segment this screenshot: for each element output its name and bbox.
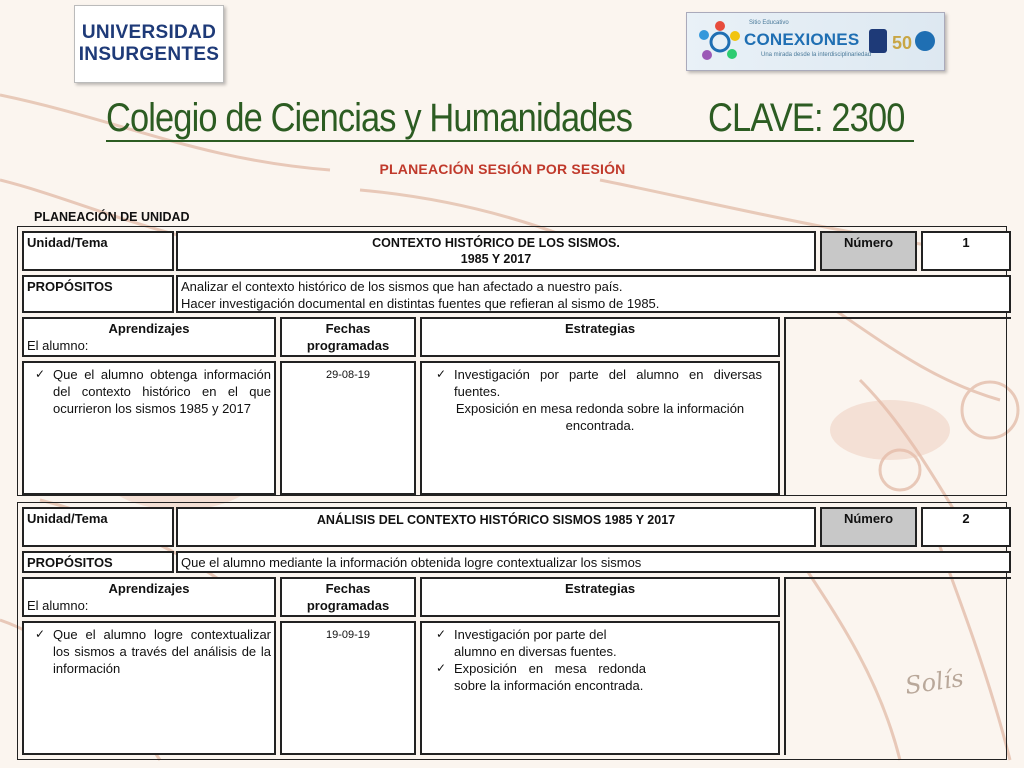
unit-2-estrategia-2: ✓ Exposición en mesa redonda sobre la información encontrada. bbox=[428, 660, 646, 694]
title-underline bbox=[106, 140, 914, 142]
unit-2-fecha-cell: 19-09-19 bbox=[280, 621, 416, 755]
conexiones-logo bbox=[686, 12, 945, 71]
unit-2-aprendizaje-cell bbox=[22, 621, 276, 755]
unit-1-fechas-label2: programadas bbox=[306, 338, 390, 353]
unit-1-numero-value: 1 bbox=[921, 231, 1011, 271]
unit-2-numero-label: Número bbox=[820, 507, 917, 547]
unam-seal-icon bbox=[867, 25, 937, 61]
unit-2-propositos-label: PROPÓSITOS bbox=[22, 551, 174, 573]
unit-1-estrategias-header: Estrategias bbox=[420, 317, 780, 357]
unit-1-estrategia-1: ✓ Investigación por parte del alumno en diversas fuentes. bbox=[428, 366, 762, 400]
unit-2-estrategias-cell bbox=[420, 621, 780, 755]
unit-2-el-alumno: El alumno: bbox=[27, 598, 89, 613]
unit-1-aprendizaje-item: ✓ Que el alumno obtenga información del contexto histórico en el que ocurrieron los sismos 1985 y 2017 bbox=[27, 366, 271, 417]
unit-2-estrategias-header: Estrategias bbox=[420, 577, 780, 617]
unit-planning-heading: PLANEACIÓN DE UNIDAD bbox=[34, 210, 190, 224]
conexiones-small-text: Sitio Educativo bbox=[749, 20, 789, 26]
unit-2-fechas-header bbox=[280, 577, 416, 617]
unit-1-tema-value bbox=[176, 231, 816, 271]
unit-2-tema-label: Unidad/Tema bbox=[22, 507, 174, 547]
unit-1-fecha-cell: 29-08-19 bbox=[280, 361, 416, 495]
page-subtitle: PLANEACIÓN SESIÓN POR SESIÓN bbox=[379, 161, 626, 177]
unit-1-proposito-1: Analizar el contexto histórico de los sismos que han afectado a nuestro país. bbox=[181, 279, 623, 294]
unit-1-numero-label: Número bbox=[820, 231, 917, 271]
title-college: Colegio de Ciencias y Humanidades bbox=[106, 96, 633, 140]
svg-text:50: 50 bbox=[892, 33, 913, 53]
unit-2-fechas-label1: Fechas bbox=[325, 581, 371, 596]
unit-1-aprendizajes-header bbox=[22, 317, 276, 357]
title-clave: CLAVE: 2300 bbox=[708, 96, 905, 140]
unit-1-aprendizajes-label: Aprendizajes bbox=[108, 321, 190, 336]
unit-1-tema-line2: 1985 Y 2017 bbox=[460, 252, 532, 266]
unit-1-propositos-value bbox=[176, 275, 1011, 313]
conexiones-tagline: Una mirada desde la interdisciplinariedad bbox=[761, 52, 872, 58]
unit-1-propositos-label: PROPÓSITOS bbox=[22, 275, 174, 313]
conexiones-molecule-icon bbox=[695, 17, 745, 67]
unit-1-aprendizaje-cell bbox=[22, 361, 276, 495]
unit-2-estrategia-1: ✓ Investigación por parte del alumno en diversas fuentes. bbox=[428, 626, 646, 660]
unit-2-numero-value: 2 bbox=[921, 507, 1011, 547]
unit-1-estrategia-2: Exposición en mesa redonda sobre la información encontrada. bbox=[455, 401, 745, 433]
unit-1-tema-line1: CONTEXTO HISTÓRICO DE LOS SISMOS. bbox=[372, 236, 620, 250]
universidad-insurgentes-logo bbox=[74, 5, 224, 83]
unit-2-fechas-label2: programadas bbox=[306, 598, 390, 613]
unit-2-propositos-value: Que el alumno mediante la información obtenida logre contextualizar los sismos bbox=[176, 551, 1011, 573]
logo-line-1: UNIVERSIDAD bbox=[81, 22, 217, 43]
artist-signature: Solís bbox=[903, 664, 966, 700]
unit-2-aprendizajes-label: Aprendizajes bbox=[108, 581, 190, 596]
unit-1-el-alumno: El alumno: bbox=[27, 338, 89, 353]
unit-1-extra-column bbox=[784, 317, 1011, 495]
unit-2-aprendizaje-item: ✓ Que el alumno logre contextualizar los sismos a través del análisis de la información bbox=[27, 626, 271, 677]
unit-1-estrategias-cell bbox=[420, 361, 780, 495]
unit-2-tema-value: ANÁLISIS DEL CONTEXTO HISTÓRICO SISMOS 1985 Y 2017 bbox=[176, 507, 816, 547]
unit-2-aprendizajes-header bbox=[22, 577, 276, 617]
unit-2-extra-column bbox=[784, 577, 1011, 755]
page-title bbox=[106, 96, 905, 142]
logo-line-2: INSURGENTES bbox=[78, 44, 220, 65]
unit-1-tema-label: Unidad/Tema bbox=[22, 231, 174, 271]
unit-1-proposito-2: Hacer investigación documental en distintas fuentes que refieran al sismo de 1985. bbox=[181, 296, 660, 311]
unit-1-fechas-header bbox=[280, 317, 416, 357]
conexiones-wordmark: CONEXIONES bbox=[744, 30, 860, 49]
unit-1-fechas-label1: Fechas bbox=[325, 321, 371, 336]
